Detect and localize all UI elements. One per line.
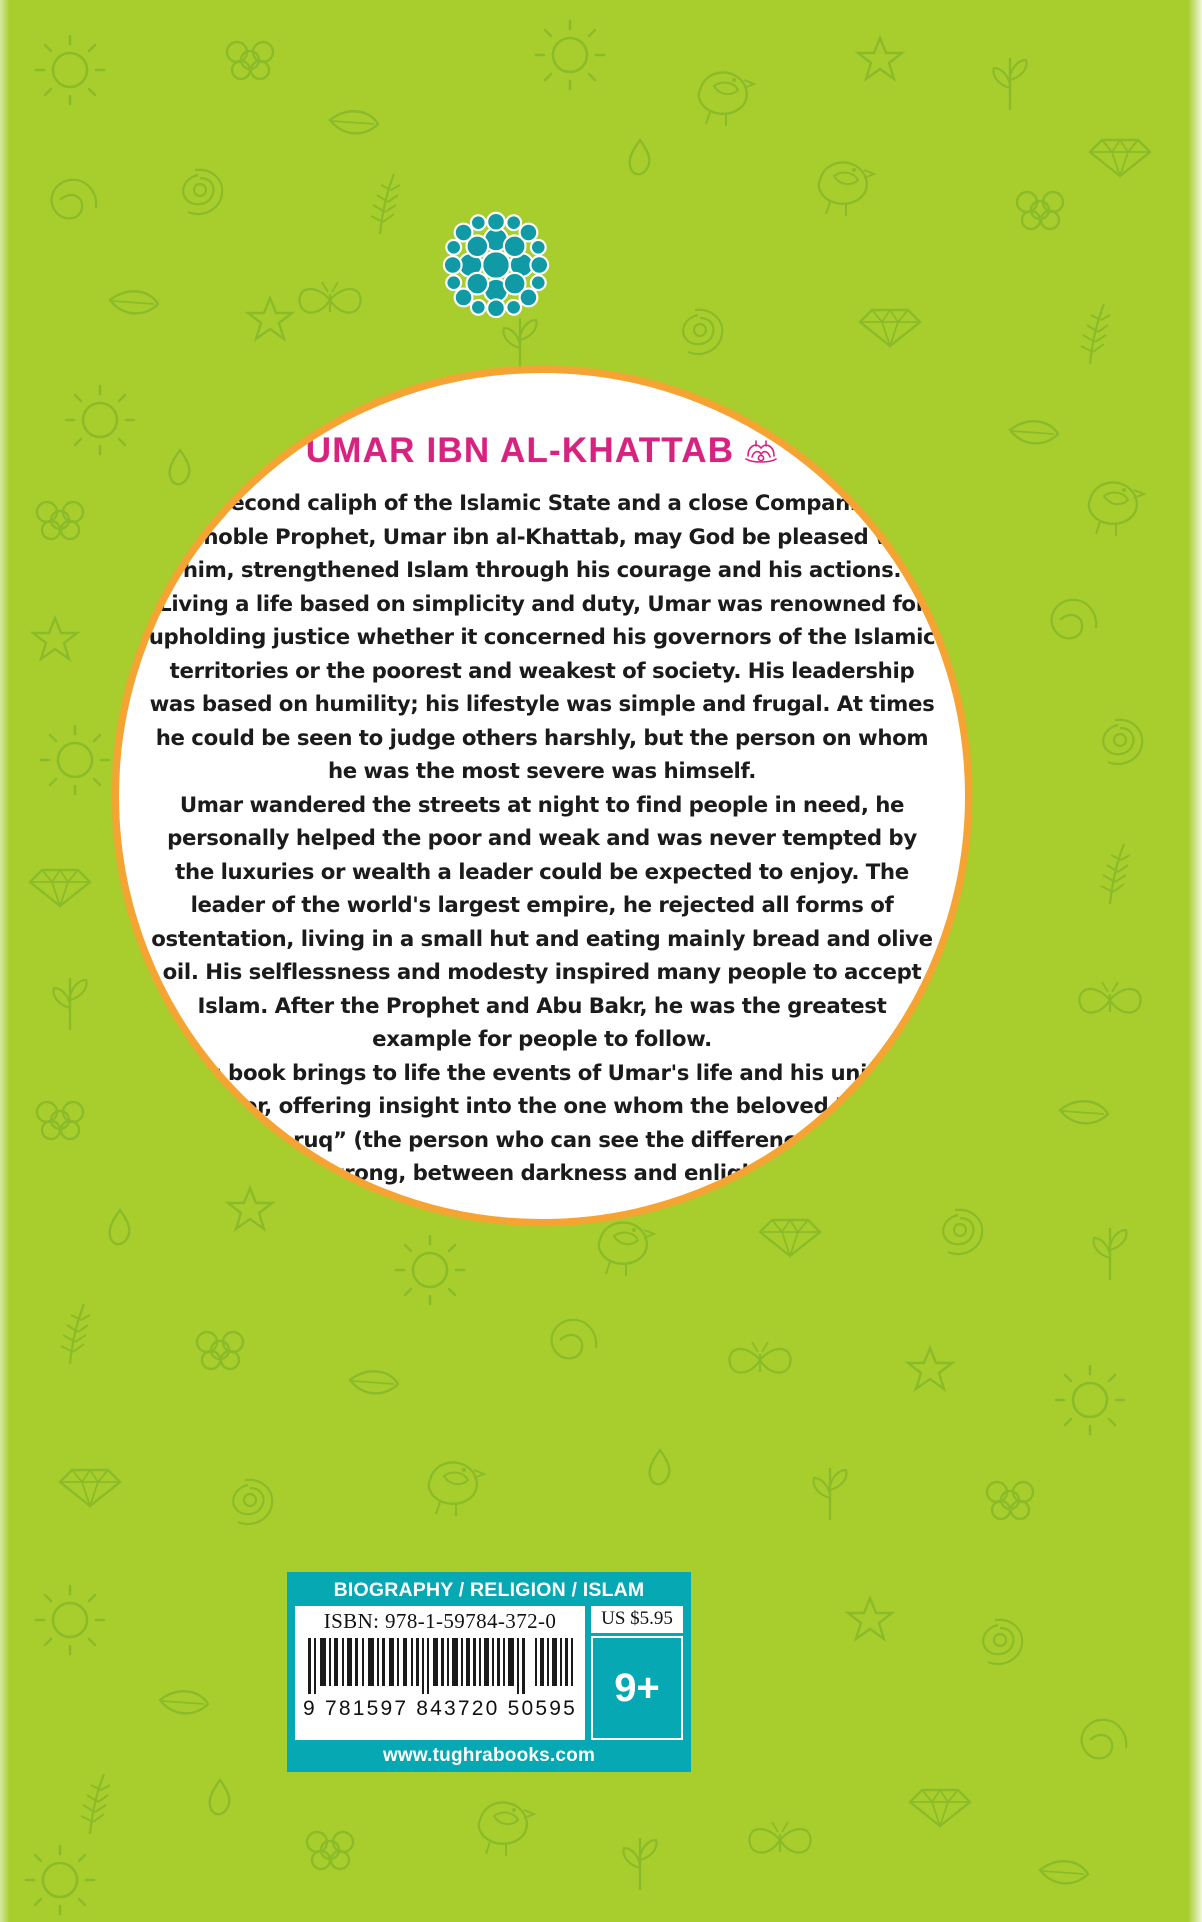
barcode-panel — [295, 1606, 585, 1740]
floral-rosette-medallion-icon — [437, 206, 555, 324]
barcode-row — [295, 1606, 683, 1740]
price-text: US $5.95 — [591, 1606, 683, 1633]
age-rating-badge: 9+ — [591, 1636, 683, 1740]
ean13-barcode-icon — [304, 1636, 576, 1698]
blurb-paragraph-2: Umar wandered the streets at night to find people in need, he personally helped the poor and weak and was never tempted by the luxuries or wealth a leader could be expected to enjoy. The leader of the world's largest empire, he rejected all forms of ostentation, living in a small hut and eating mainly bread and olive oil. His selflessness and modesty inspired many people to accept Islam. After the Prophet and Abu Bakr, he was the greatest example for people to follow. — [151, 792, 933, 1052]
genre-categories: BIOGRAPHY / RELIGION / ISLAM — [333, 1579, 645, 1601]
arabic-floral-ornament-icon — [744, 438, 778, 464]
book-title-text: UMAR IBN AL-KHATTAB — [305, 431, 735, 470]
barcode-digits: 9 781597 843720 50595 — [303, 1697, 577, 1720]
left-page-edge — [0, 0, 10, 1922]
isbn-text: ISBN: 978-1-59784-372-0 — [323, 1609, 557, 1633]
right-page-edge — [1188, 0, 1202, 1922]
barcode-block — [287, 1572, 691, 1772]
blurb-circle — [112, 366, 972, 1226]
blurb-paragraph-1: The second caliph of the Islamic State and a close Companion of the noble Prophet, Umar ibn al-Khattab, may God be pleased with him, strengthened Islam through his courage and his actions. Living a life based on simplicity and duty, Umar was renowned for upholding justice whether it concerned his governors of the Islamic territories or the poorest and weakest of society. His leadership was based on humility; his lifestyle was simple and frugal. At times he could be seen to judge others harshly, but the person on whom he was the most severe was himself. — [148, 491, 936, 784]
blurb-paragraph-3: This book brings to life the events of Umar's life and his unique character, offering insight into the one whom the beloved Prophet named “Faruq” (the person who can see the difference between right and wrong, between darkness and enlightenment). — [155, 1060, 929, 1186]
publisher-website[interactable]: www.tughrabooks.com — [382, 1745, 596, 1766]
page-title — [306, 431, 778, 471]
price-panel — [591, 1606, 683, 1740]
